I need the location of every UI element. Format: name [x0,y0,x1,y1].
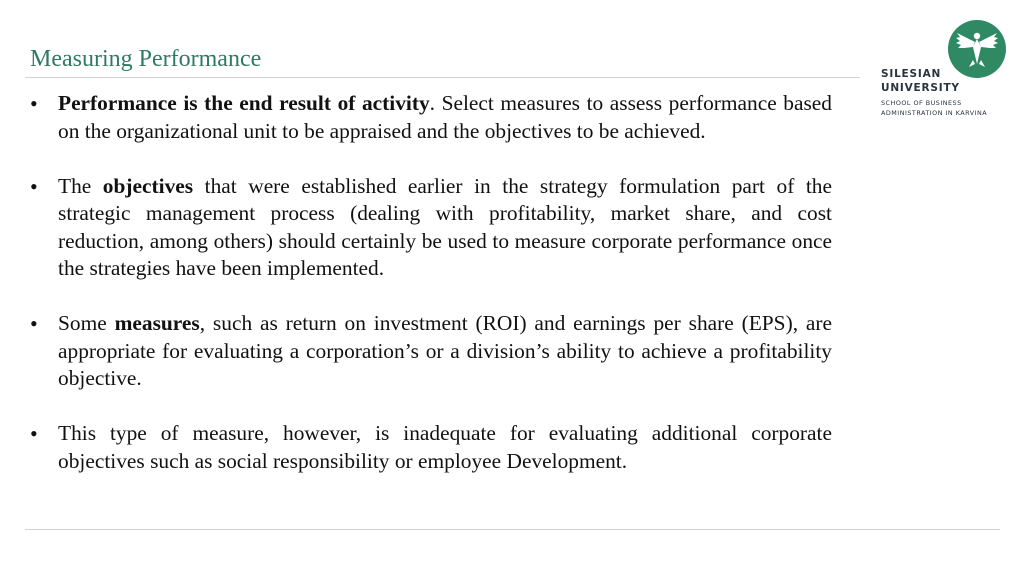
bullet-lead-text: Some [58,311,115,335]
bullet-item [30,310,832,393]
bullet-text: . Select measures to assess performance based on the organizational unit to be appraised and the objectives to be achieved. [58,91,832,143]
bullet-item [30,420,832,475]
slide-title: Measuring Performance [30,46,262,72]
bullet-text: This type of measure, however, is inadequate for evaluating additional corporate objectives such as social responsibility or employee Development. [58,421,832,473]
eagle-emblem-icon [948,20,1006,78]
bullet-bold-text: measures [114,311,200,335]
bullet-list [30,90,832,475]
title-divider [25,77,860,78]
bullet-bold-text: Performance is the end result of activity [58,91,430,115]
bullet-lead-text: The [58,173,103,198]
logo-name-line1: SILESIAN [881,68,942,80]
bullet-item [30,90,832,145]
bullet-text: , such as return on investment (ROI) and earnings per share (EPS), are appropriate for evaluating a corporation’s or a division’s ability to achieve a profitability objective. [58,311,832,390]
bullet-marker: • [30,311,38,336]
bullet-bold-text: objectives [102,173,194,198]
bullet-marker: • [30,421,38,446]
logo-subtitle-line2: ADMINISTRATION IN KARVINA [881,109,988,117]
bullet-marker: • [30,91,38,116]
university-logo [878,20,1018,120]
footer-divider [25,529,1000,530]
logo-name-line2: UNIVERSITY [881,82,960,94]
bullet-marker: • [30,173,38,199]
logo-subtitle-line1: SCHOOL OF BUSINESS [881,99,962,107]
bullet-text: that were established earlier in the strategy formulation part of the strategic management process (dealing with profitability, market share, and cost reduction, among others) should certainly be used to measure corporate performance once the strategies have been implemented. [58,173,832,280]
bullet-item [30,173,832,283]
